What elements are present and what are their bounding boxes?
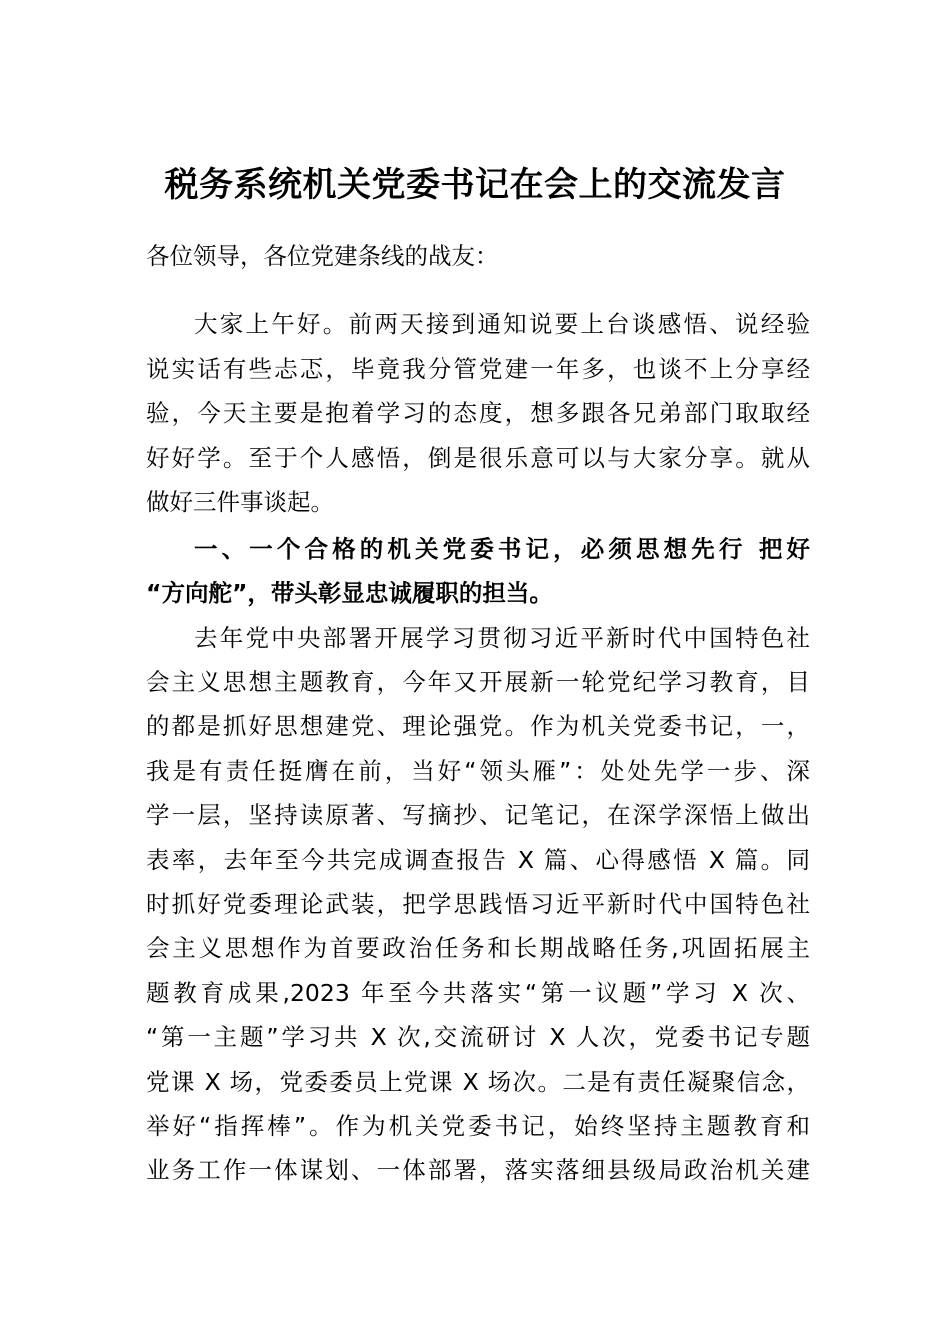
paragraph-line: 时抓好党委理论武装，把学思践悟习近平新时代中国特色社	[146, 890, 810, 918]
paragraph-line: 表率，去年至今共完成调查报告 X 篇、心得感悟 X 篇。同	[146, 846, 810, 874]
paragraph-line: 的都是抓好思想建党、理论强党。作为机关党委书记，一，	[146, 712, 810, 740]
paragraph-line: 我是有责任挺膺在前，当好“领头雁”：处处先学一步、深	[146, 757, 810, 785]
paragraph-line: 党课 X 场，党委委员上党课 X 场次。二是有责任凝聚信念，	[146, 1068, 810, 1096]
heading-line: “方向舵”，带头彰显忠诚履职的担当。	[146, 579, 553, 607]
salutation: 各位领导，各位党建条线的战友：	[146, 242, 499, 270]
paragraph-line: 好好学。至于个人感悟，倒是很乐意可以与大家分享。就从	[146, 444, 810, 472]
paragraph-line: 验，今天主要是抱着学习的态度，想多跟各兄弟部门取取经	[146, 399, 810, 427]
paragraph-line: 题教育成果,2023 年至今共落实“第一议题”学习 X 次、	[146, 979, 810, 1007]
paragraph-line: 去年党中央部署开展学习贯彻习近平新时代中国特色社	[194, 624, 810, 652]
paragraph-line: 业务工作一体谋划、一体部署，落实落细县级局政治机关建	[146, 1156, 810, 1184]
paragraph-line: 举好“指挥棒”。作为机关党委书记，始终坚持主题教育和	[146, 1112, 810, 1140]
paragraph-line: 会主义思想主题教育，今年又开展新一轮党纪学习教育，目	[146, 668, 810, 696]
paragraph-line: 大家上午好。前两天接到通知说要上台谈感悟、说经验	[194, 310, 810, 338]
paragraph-line: 做好三件事谈起。	[146, 488, 334, 516]
paragraph-line: “第一主题”学习共 X 次,交流研讨 X 人次，党委书记专题	[146, 1023, 810, 1051]
document-title: 税务系统机关党委书记在会上的交流发言	[164, 165, 786, 205]
paragraph-line: 说实话有些忐忑，毕竟我分管党建一年多，也谈不上分享经	[146, 355, 810, 383]
paragraph-line: 会主义思想作为首要政治任务和长期战略任务,巩固拓展主	[146, 934, 810, 962]
heading-line: 一、一个合格的机关党委书记，必须思想先行 把好	[194, 535, 810, 563]
paragraph-line: 学一层，坚持读原著、写摘抄、记笔记，在深学深悟上做出	[146, 801, 810, 829]
